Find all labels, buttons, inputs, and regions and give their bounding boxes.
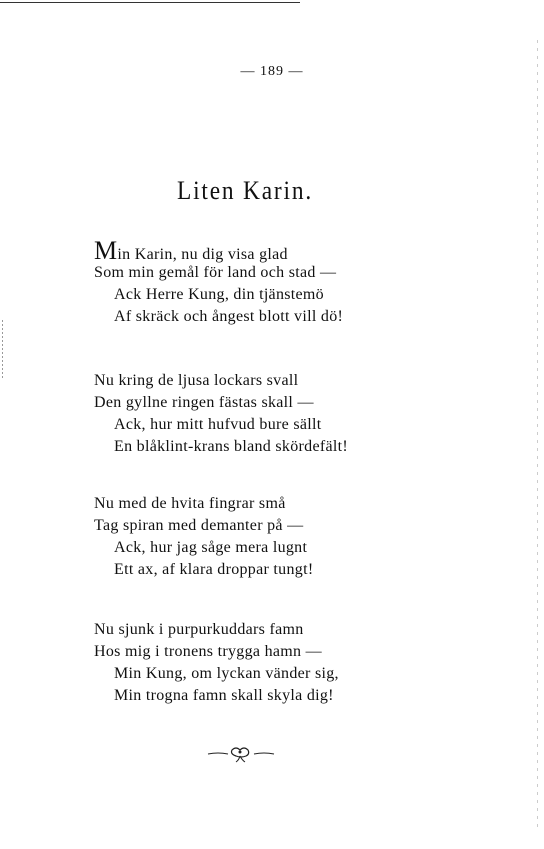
verse-text: in Karin, nu dig visa glad bbox=[117, 246, 288, 263]
verse-line bbox=[94, 236, 414, 265]
verse-line: Som min gemål för land och stad — bbox=[94, 264, 337, 281]
verse-line: Ack Herre Kung, din tjänstemö bbox=[114, 286, 324, 303]
verse-line: Ack, hur jag såge mera lugnt bbox=[114, 539, 308, 556]
verse-line: Nu med de hvita fingrar små bbox=[94, 495, 286, 512]
verse-line: Nu sjunk i purpurkuddars famn bbox=[94, 621, 304, 638]
verse-line: Tag spiran med demanter på — bbox=[94, 517, 304, 534]
verse-line: Nu kring de ljusa lockars svall bbox=[94, 372, 299, 389]
verse-line: Ack, hur mitt hufvud bure sällt bbox=[114, 416, 322, 433]
stanza-4 bbox=[94, 619, 414, 707]
edge-mark bbox=[2, 320, 3, 380]
verse-line: Min Kung, om lyckan vänder sig, bbox=[114, 665, 339, 682]
stanza-2 bbox=[94, 370, 414, 458]
stanza-3 bbox=[94, 493, 414, 581]
verse-line: Ett ax, af klara droppar tungt! bbox=[114, 561, 314, 578]
stanza-1 bbox=[94, 236, 414, 328]
verse-line: En blåklint-krans bland skördefält! bbox=[114, 438, 348, 455]
verse-line: Min trogna famn skall skyla dig! bbox=[114, 687, 334, 704]
page-edge bbox=[537, 40, 538, 830]
verse-line: Af skräck och ångest blott vill dö! bbox=[114, 308, 344, 325]
verse-line: Hos mig i tronens trygga hamn — bbox=[94, 643, 322, 660]
page-number: — 189 — bbox=[240, 64, 304, 79]
floral-tailpiece-icon bbox=[206, 744, 276, 764]
top-rule bbox=[0, 2, 300, 3]
drop-cap: M bbox=[94, 236, 118, 265]
verse-line: Den gyllne ringen fästas skall — bbox=[94, 394, 314, 411]
poem-title: Liten Karin. bbox=[177, 176, 313, 205]
